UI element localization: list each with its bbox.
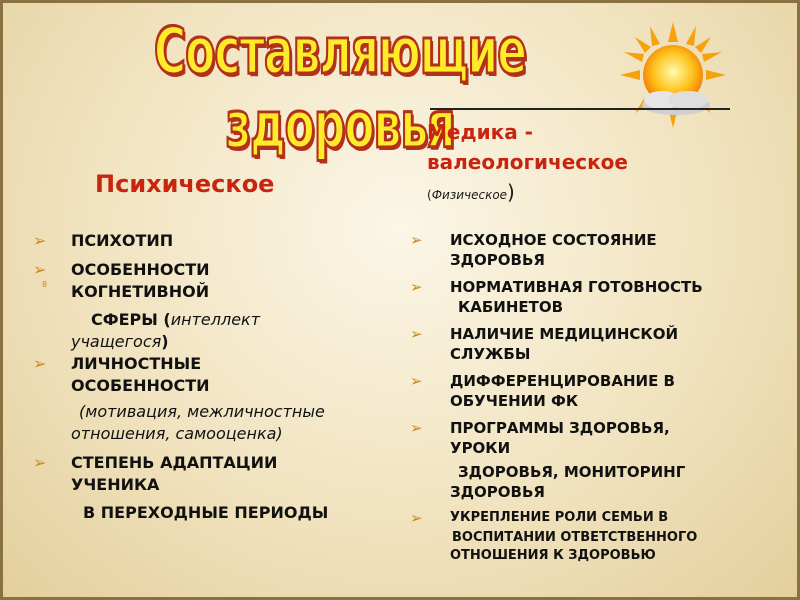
- item-text: ОБУЧЕНИИ ФК: [450, 392, 579, 410]
- item-text: НОРМАТИВНАЯ ГОТОВНОСТЬ: [450, 278, 703, 296]
- item-text: ЛИЧНОСТНЫЕ: [71, 354, 202, 373]
- item-text: КОГНЕТИВНОЙ: [71, 282, 210, 301]
- item-text: [71, 331, 393, 353]
- item-text-italic: интеллект: [170, 310, 261, 329]
- arrow-bullet-icon: ➢: [33, 231, 47, 250]
- item-text: НАЛИЧИЕ МЕДИЦИНСКОЙ: [450, 325, 679, 343]
- item-text: ОТНОШЕНИЯ К ЗДОРОВЬЮ: [450, 548, 656, 563]
- item-text: ОСОБЕННОСТИ: [71, 376, 210, 395]
- right-list: [410, 230, 770, 565]
- item-text: ЗДОРОВЬЯ: [450, 251, 545, 269]
- item-text: ЗДОРОВЬЯ: [450, 483, 545, 501]
- arrow-bullet-icon: ➢: [410, 231, 423, 249]
- item-text: ИСХОДНОЕ СОСТОЯНИЕ: [450, 231, 657, 249]
- list-item: [33, 259, 393, 353]
- sun-cloud-icon: [618, 20, 728, 130]
- item-text: ДИФФЕРЕНЦИРОВАНИЕ В: [450, 372, 675, 390]
- list-item: [410, 324, 770, 364]
- item-text: ПСИХОТИП: [71, 231, 174, 250]
- list-item: [410, 230, 770, 270]
- paren-open: (: [427, 188, 432, 202]
- physical-label: Физическое: [431, 188, 508, 202]
- arrow-bullet-icon: ➢: [410, 372, 423, 390]
- list-item: [410, 371, 770, 411]
- item-text-bold: ): [161, 332, 169, 351]
- arrow-bullet-icon: ➢: [410, 509, 423, 527]
- arrow-bullet-icon: ➢: [410, 419, 423, 437]
- item-text: СЛУЖБЫ: [450, 345, 531, 363]
- list-item: [33, 353, 393, 445]
- item-text: ПРОГРАММЫ ЗДОРОВЬЯ,: [450, 419, 670, 437]
- item-text-italic: (мотивация, межличностные: [79, 402, 325, 421]
- arrow-bullet-icon: ➢: [410, 325, 423, 343]
- item-text: КАБИНЕТОВ: [458, 298, 564, 316]
- heading-medical-sub: [427, 177, 628, 210]
- arrow-bullet-icon: ➢: [33, 453, 47, 472]
- item-text-bold: СФЕРЫ (: [91, 310, 171, 329]
- divider-line: [430, 108, 730, 110]
- item-text: УЧЕНИКА: [71, 475, 160, 494]
- item-text: В ПЕРЕХОДНЫЕ ПЕРИОДЫ: [83, 503, 329, 522]
- list-item: [33, 452, 393, 524]
- left-list: [33, 230, 393, 524]
- item-text-italic: отношения, самооценка): [71, 424, 283, 443]
- item-text: УРОКИ: [450, 439, 511, 457]
- item-text: УКРЕПЛЕНИЕ РОЛИ СЕМЬИ В: [450, 510, 669, 525]
- arrow-bullet-icon: ➢: [33, 260, 47, 279]
- item-text: ВОСПИТАНИИ ОТВЕТСТВЕННОГО: [452, 530, 698, 545]
- item-text: СТЕПЕНЬ АДАПТАЦИИ: [71, 453, 278, 472]
- heading-medical: [427, 117, 628, 210]
- paren-close: ): [507, 180, 515, 204]
- list-item: [410, 418, 770, 502]
- list-item: [410, 509, 770, 565]
- heading-medical-line2: валеологическое: [427, 150, 628, 174]
- item-text-italic: учащегося: [71, 332, 162, 351]
- slide-marker: 8: [42, 280, 48, 289]
- arrow-bullet-icon: ➢: [410, 278, 423, 296]
- item-text: [71, 303, 393, 331]
- arrow-bullet-icon: ➢: [33, 354, 47, 373]
- heading-psychic: Психическое: [95, 170, 275, 198]
- slide-title: Составляющие здоровья: [153, 15, 527, 163]
- list-item: [33, 230, 393, 252]
- item-text: ЗДОРОВЬЯ, МОНИТОРИНГ: [458, 463, 686, 481]
- item-text: ОСОБЕННОСТИ: [71, 260, 210, 279]
- heading-medical-line1: Медика -: [427, 120, 533, 144]
- list-item: [410, 277, 770, 317]
